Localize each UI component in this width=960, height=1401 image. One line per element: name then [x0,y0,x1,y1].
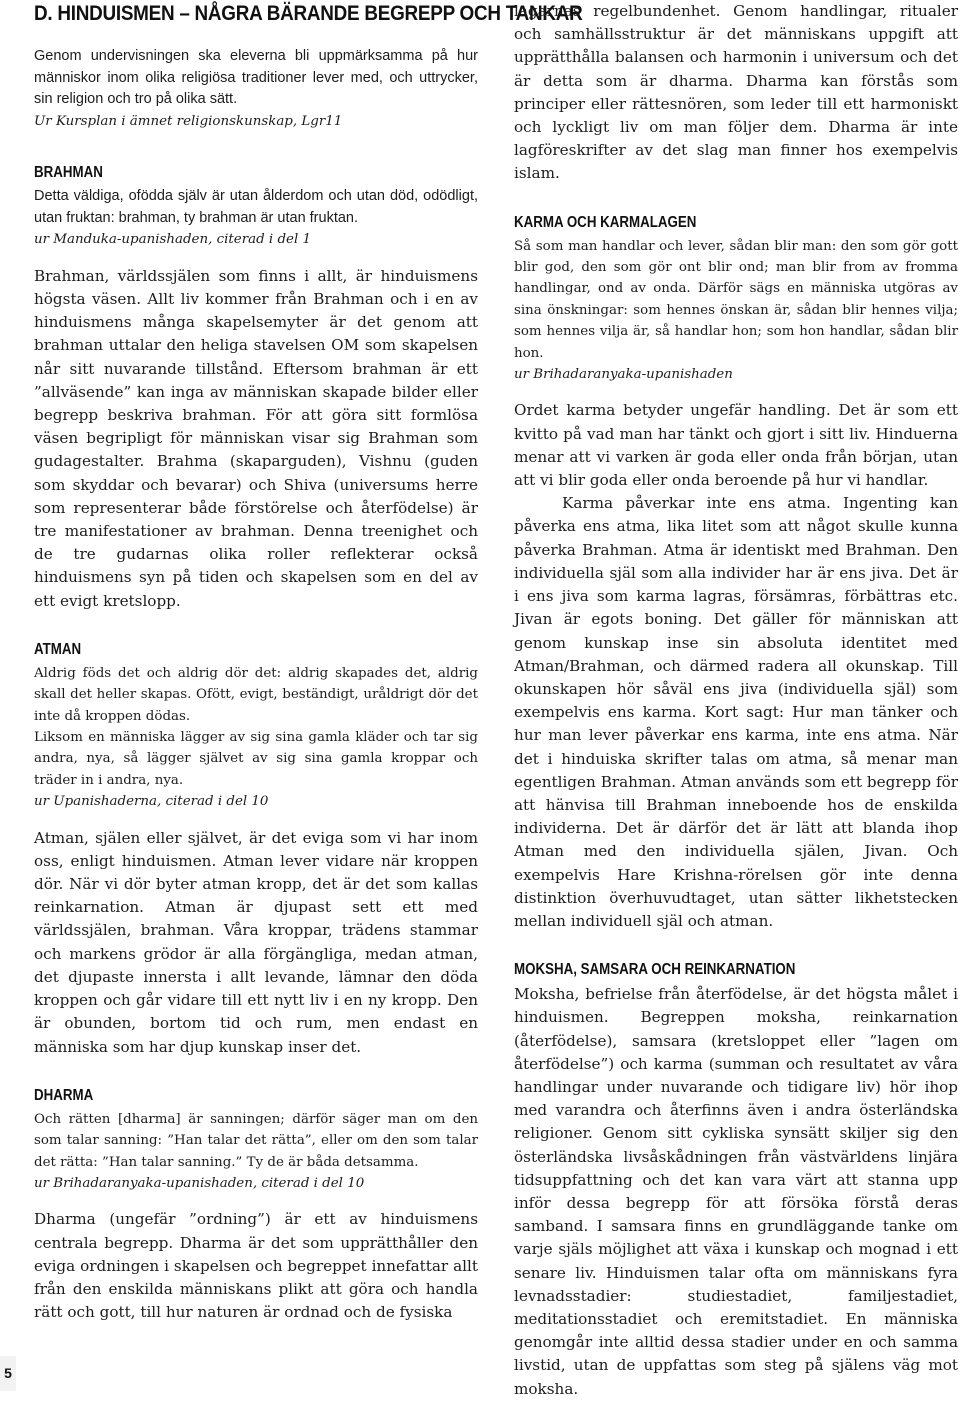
source-dharma: ur Brihadaranyaka-upanishaden, citerad i del 10 [34,1175,365,1191]
left-column [34,0,583,1324]
body-dharma-left: Dharma (ungefär ”ordning”) är ett av hinduismens centrala begrepp. Dharma är det som upprätthåller den eviga ordningen i skapelsen och begreppet innefattar allt från den enskilda människans plikt att göra och handla rätt och gott, till hur naturen är ordnad och de fysiska [34,1210,478,1322]
source-karma: ur Brihadaranyaka-upanishaden [514,367,733,383]
intro-source: Ur Kursplan i ämnet religionskunskap, Lgr11 [34,113,343,129]
quote-brahman: Detta väldiga, ofödda själv är utan ålderdom och utan död, odödligt, utan fruktan: brahman, ty brahman är utan fruktan. [34,188,478,226]
body-karma-1: Ordet karma betyder ungefär handling. Det är som ett kvitto på vad man har tänkt och gjort i sitt liv. Hinduerna menar att vi varken är goda eller onda från början, utan att vi blir goda eller onda beroende på hur vi handlar. [514,401,958,490]
page-number: 5 [0,1356,16,1391]
heading-karma: KARMA OCH KARMALAGEN [514,213,697,231]
intro-text: Genom undervisningen ska eleverna bli uppmärksamma på hur människor inom olika religiösa traditioner lever med, och uttrycker, sin religion och tro på olika sätt. [34,48,478,108]
source-atman: ur Upanishaderna, citerad i del 10 [34,794,269,810]
body-karma-2: Karma påverkar inte ens atma. Ingenting kan påverka ens atma, lika litet som att något skulle kunna påverka Brahman. Atma är identiskt med Brahman. Den individuella själ som alla individer har är ens jiva. Det är i ens jiva som karma lagras, försämras, förbättras etc. Jivan är egots boning. Det gäller för människan att genom kunskap inse sin absoluta identitet med Atman/Brahman, och därmed radera all okunskap. Till okunskapen hör såväl ens jiva (individuella själ) som exempelvis ens karma. Kort sagt: Hur man tänker och hur man lever påverkar ens karma, inte ens atma. När det i hinduiska skrifter talas om atma, så menar man egentligen Brahman. Atman används som ett begrepp för att hänvisa till Brahman inneboende hos de enskilda individerna. Det är därför det är lätt att blanda ihop Atman med den individuella själen, Jivan. Och exempelvis Hare Krishna-rörelsen gör inte denna distinktion överhuvudtaget, utan sätter likhetstecken mellan individuell själ och atman. [514,494,958,930]
right-column [514,0,958,1401]
page-title: D. HINDUISMEN – NÅGRA BÄRANDE BEGREPP OCH TANKAR [34,2,583,25]
body-dharma-right: lagarnas regelbundenhet. Genom handlingar, ritualer och samhällsstruktur är det människans uppgift att upprätthålla balansen och harmonin i universum och det är detta som är dharma. Dharma kan förstås som principer eller rättesnören, som leder till ett harmoniskt och lyckligt liv om man följer dem. Dharma är inte lagföreskrifter av det slag man finner hos exempelvis islam. [514,2,958,183]
heading-moksha: MOKSHA, SAMSARA OCH REINKARNATION [514,961,796,979]
quote-atman-1: Aldrig föds det och aldrig dör det: aldrig skapades det, aldrig skall det heller skapas. Ofött, evigt, beständigt, uråldrigt dör det inte då kroppen dödas. [34,665,478,724]
quote-karma: Så som man handlar och lever, sådan blir man: den som gör gott blir god, den som gör ont blir ond; man blir from av fromma handlingar, ond av onda. Därför sägs en människa utgöras av sina önskningar: som hennes önskan är, sådan blir hennes vilja; som hennes vilja är, så handlar hon; som hon handlar, sådan blir hon. [514,238,958,361]
body-brahman: Brahman, världssjälen som finns i allt, är hinduismens högsta väsen. Allt liv kommer från Brahman och i en av hinduismens många skapelsemyter är det genom att brahman uttalar den heliga stavelsen OM som skapelsen når sitt nuvarande tillstånd. Eftersom brahman är ett ”allväsende” kan inga av människan skapade bilder eller begrepp beskriva brahman. För att göra sitt formlösa väsen begripligt för människan visar sig Brahman som gudagestalter. Brahma (skaparguden), Vishnu (guden som skyddar och bevarar) och Shiva (universums herre som representerar både förstörelse och återfödelse) är tre manifestationer av brahman. Denna treenighet och de tre gudarnas olika roller reflekterar också hinduismens syn på tiden och skapelsen som en del av ett evigt kretslopp. [34,266,478,610]
body-moksha: Moksha, befrielse från återfödelse, är det högsta målet i hinduismen. Begreppen moksha, reinkarnation (återfödelse), samsara (kretsloppet eller ”lagen om återfödelse”) och karma (summan och resultatet av våra handlingar under nuvarande och tidigare liv) hör ihop med varandra och återfinns även i andra österländska religioner. Genom sitt cykliska synsätt skiljer sig den österländska livsåskådningen från västvärldens linjära tidsuppfattning och det kan vara värt att stanna upp inför dessa begrepp för att försöka förstå deras samband. I samsara finns en grundläggande tanke om varje själs möjlighet att växa i kunskap och mognad i ett senare liv. Hinduismen talar ofta om människans fyra levnadsstadier: studiestadiet, familjestadiet, meditationsstadiet och eremitstadiet. En människa genomgår inte alltid dessa stadier under en och samma livstid, utan de uppfattas som steg på själens väg mot moksha. [514,985,958,1398]
heading-brahman: BRAHMAN [34,164,103,182]
heading-dharma: DHARMA [34,1086,94,1104]
heading-atman: ATMAN [34,640,82,658]
source-brahman: ur Manduka-upanishaden, citerad i del 1 [34,232,312,248]
quote-dharma: Och rätten [dharma] är sanningen; därför säger man om den som talar sanning: ”Han talar det rätta”, eller om den som talar det rätta: ”Han talar sanning.” Ty de är båda detsamma. [34,1111,478,1170]
body-atman: Atman, själen eller självet, är det eviga som vi har inom oss, enligt hinduismen. Atman lever vidare när kroppen dör. När vi dör byter atman kropp, det är det som kallas reinkarnation. Atman är djupast sett ett med världssjälen, brahman. Våra kroppar, trädens stammar och markens grödor är alla förgängliga, medan atman, det djupaste innersta i allt levande, lämnar den döda kroppen och går vidare till ett nytt liv i en ny kropp. Den är obunden, bortom tid och rum, men endast en människa som har djup kunskap inser det. [34,828,478,1056]
quote-atman-2: Liksom en människa lägger av sig sina gamla kläder och tar sig andra, nya, så lägger självet av sig sina gamla kroppar och träder in i andra, nya. [34,730,478,788]
